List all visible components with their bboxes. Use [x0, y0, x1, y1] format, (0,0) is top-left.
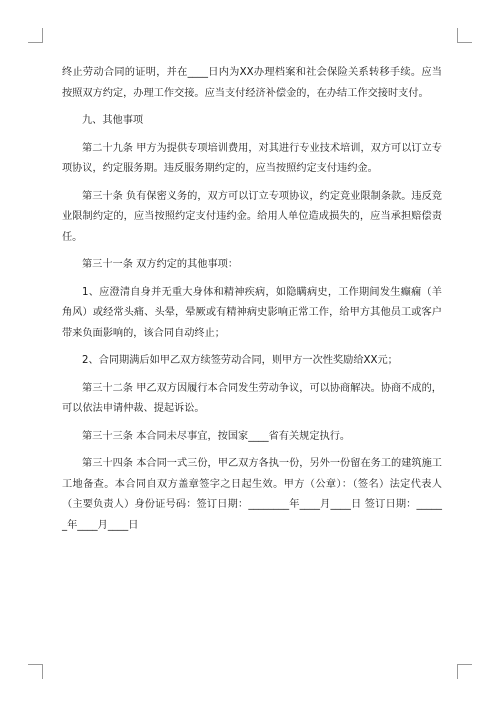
paragraph-termination-proof: 终止劳动合同的证明，并在____日内为XX办理档案和社会保险关系转移手续。应当按照双方约定，办理工作交接。应当支付经济补偿金的，在办结工作交接时支付。	[62, 67, 442, 99]
clause-32: 第三十二条 甲乙双方因履行本合同发生劳动争议，可以协商解决。协商不成的，可以依法申请仲裁、提起诉讼。	[62, 382, 442, 414]
document-body	[62, 63, 442, 543]
clause-31-item-1: 1、应澄清自身并无重大身体和精神疾病，如隐瞒病史，工作期间发生癫痫（羊角风）或经常头痛、头晕，晕厥或有精神病史影响正常工作，给甲方其他员工或客户带来负面影响的，该合同自动终止；	[62, 286, 442, 339]
crop-mark-top-right	[457, 28, 472, 43]
crop-mark-top-left	[28, 28, 43, 43]
crop-mark-bottom-left	[28, 664, 43, 679]
clause-30: 第三十条 负有保密义务的，双方可以订立专项协议，约定竞业限制条款。违反竞业限制约定的，应当按照约定支付违约金。给用人单位造成损失的，应当承担赔偿责任。	[62, 190, 442, 243]
section-heading-other-matters: 九、其他事项	[82, 115, 144, 126]
clause-33: 第三十三条 本合同未尽事宜，按国家____省有关规定执行。	[82, 430, 351, 442]
clause-29: 第二十九条 甲方为提供专项培训费用，对其进行专业技术培训，双方可以订立专项协议，约定服务期。违反服务期约定的，应当按照约定支付违约金。	[62, 142, 442, 174]
clause-31: 第三十一条 双方约定的其他事项：	[82, 259, 239, 270]
clause-34: 第三十四条 本合同一式三份，甲乙双方各执一份，另外一份留在务工的建筑施工工地备查。本合同自双方盖章签字之日起生效。甲方（公章）：（签名）法定代表人（主要负责人）身份证号码：签订日期：________年____月____日 签订日期：______年____月____日	[62, 458, 442, 531]
crop-mark-bottom-right	[457, 664, 472, 679]
clause-31-item-2: 2、合同期满后如甲乙双方续签劳动合同，则甲方一次性奖励给XX元；	[82, 355, 398, 366]
